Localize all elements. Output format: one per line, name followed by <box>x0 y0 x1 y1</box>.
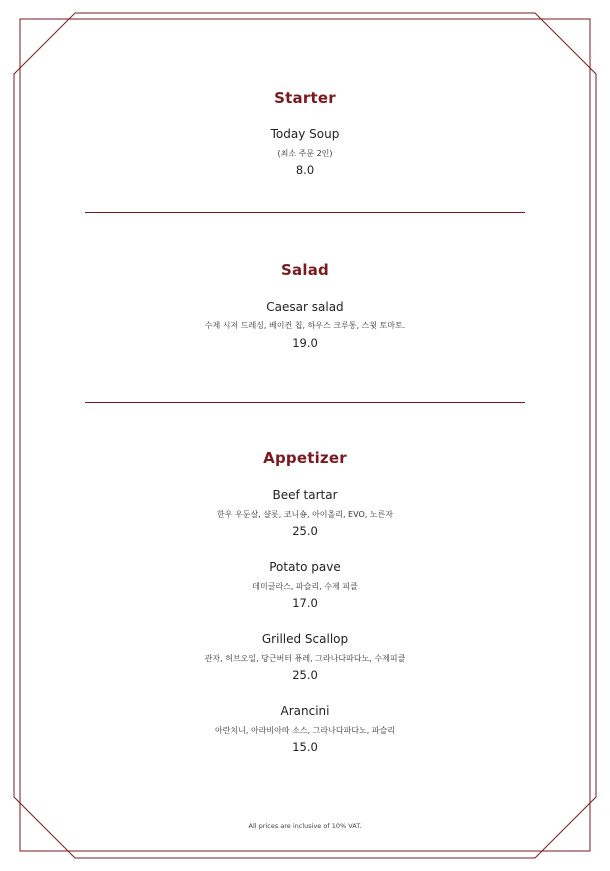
item-desc-potato-pave: 데미글라스, 파슬리, 수제 피클 <box>252 582 358 591</box>
item-name-potato-pave: Potato pave <box>269 560 341 574</box>
item-name-beef-tartar: Beef tartar <box>272 488 338 502</box>
item-desc-grilled-scallop: 관자, 허브오일, 당근버터 퓨레, 그라나다파다노, 수제피클 <box>204 654 406 663</box>
item-name-arancini: Arancini <box>280 704 330 718</box>
item-price-today-soup: 8.0 <box>295 163 315 177</box>
item-name-today-soup: Today Soup <box>270 127 340 141</box>
item-desc-beef-tartar: 한우 우둔살, 샬롯, 코니숑, 아이올리, EVO, 노른자 <box>216 510 394 519</box>
item-name-caesar-salad: Caesar salad <box>266 300 344 314</box>
section-title-appetizer: Appetizer <box>263 449 347 467</box>
item-price-potato-pave: 17.0 <box>292 596 318 610</box>
item-desc-caesar-salad: 수제 시저 드레싱, 베이컨 칩, 하우스 크루통, 스윗 토마토. <box>204 321 406 330</box>
item-desc-today-soup: (최소 주문 2인) <box>277 149 333 158</box>
item-name-grilled-scallop: Grilled Scallop <box>261 632 349 646</box>
item-price-beef-tartar: 25.0 <box>292 524 318 538</box>
item-price-grilled-scallop: 25.0 <box>292 668 318 682</box>
section-divider <box>85 212 525 213</box>
item-price-caesar-salad: 19.0 <box>292 336 318 350</box>
section-title-starter: Starter <box>274 89 336 107</box>
vat-footnote: All prices are inclusive of 10% VAT. <box>248 822 362 830</box>
section-divider <box>85 402 525 403</box>
section-title-salad: Salad <box>281 261 329 279</box>
item-desc-arancini: 아란치니, 아라비아따 소스, 그라나다파다노, 파슬리 <box>214 726 396 735</box>
item-price-arancini: 15.0 <box>292 740 318 754</box>
